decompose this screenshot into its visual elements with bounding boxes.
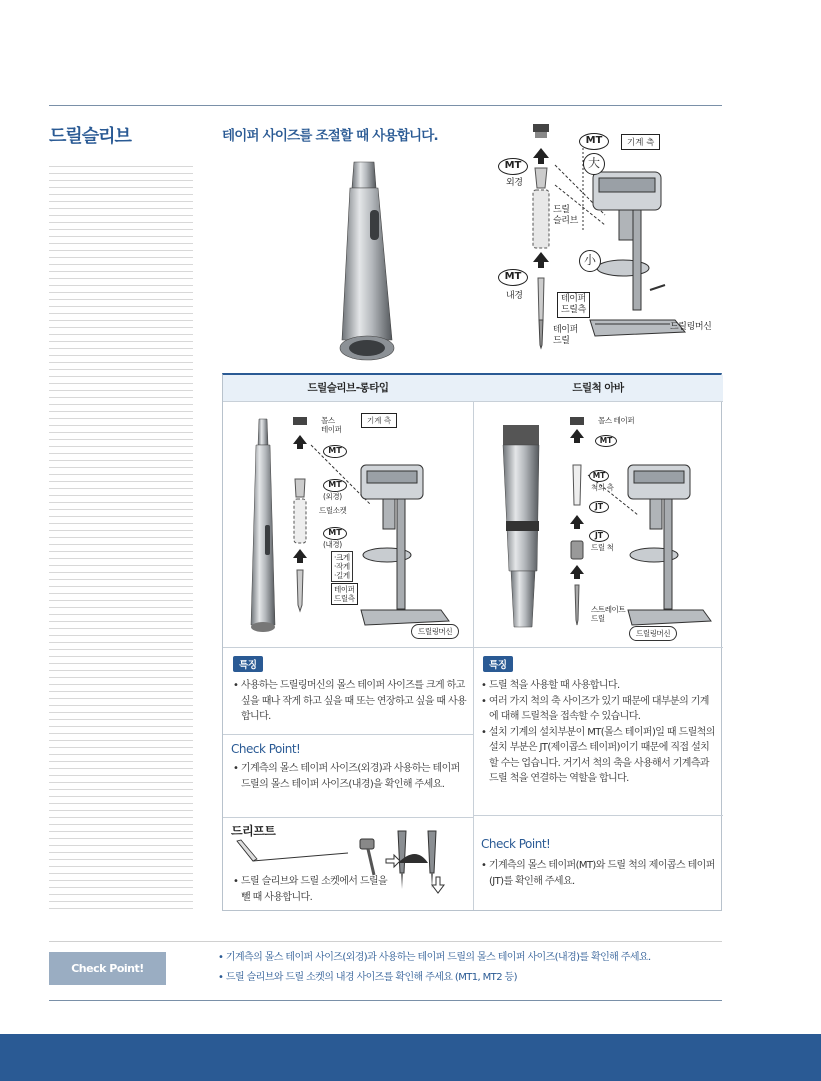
row-divider-1 (223, 647, 723, 648)
right-mt-oval-2: MT (589, 470, 609, 482)
left-checkpoint-title: Check Point! (231, 742, 301, 756)
col1-header: 드릴슬리브-롱타입 (223, 375, 473, 402)
top-diagram (495, 120, 720, 355)
right-mt-oval-1: MT (595, 435, 617, 447)
taper-drill-label: 테이퍼 드릴 (553, 325, 578, 346)
left-drill-press-diagram (291, 415, 471, 637)
right-jt-oval-1: JT (589, 501, 609, 513)
bottom-notes (218, 948, 651, 988)
footer-bar (0, 1034, 821, 1081)
left-drilling-machine-label: 드릴링머신 (411, 624, 459, 639)
mt-oval: MT (579, 133, 609, 150)
list-item: • 기계측의 몰스 테이퍼(MT)와 드릴 척의 제이콥스 테이퍼(JT)를 확인해 주세요. (479, 858, 715, 889)
left-mt-oval-3: MT (323, 527, 347, 540)
taper-shank-label: 테이퍼 드릴측 (557, 292, 590, 318)
bottom-divider (49, 1000, 722, 1001)
right-drill-press-diagram (568, 415, 718, 637)
col2-header: 드릴척 아바 (473, 375, 723, 402)
column-divider (473, 375, 474, 910)
arrow-up-icon (533, 148, 549, 164)
right-drill-chuck-label: 드릴 척 (591, 543, 614, 552)
left-feature-badge: 특징 (233, 656, 263, 672)
long-sleeve-image (243, 415, 283, 635)
right-drilling-machine-label: 드릴링머신 (629, 626, 677, 641)
chuck-arbor-image (495, 421, 551, 633)
drilling-machine-label: 드릴링머신 (670, 322, 712, 332)
machine-side-label: 기계 측 (621, 134, 660, 150)
checkpoint-button[interactable]: Check Point! (49, 952, 166, 985)
left-machine-side-label: 기계 측 (361, 413, 397, 428)
left-taper-shank-label: 테이퍼 드릴측 (331, 583, 358, 605)
sleeve-label: 드릴 슬리브 (553, 205, 578, 226)
left-mt-oval-1: MT (323, 445, 347, 458)
right-straight-drill-label: 스트레이트 드릴 (591, 605, 626, 623)
list-item: • 드릴 슬리브와 드릴 소켓의 내경 사이즈를 확인해 주세요 (MT1, MT2 등) (218, 968, 651, 988)
page-headline: 테이퍼 사이즈를 조절할 때 사용합니다. (222, 128, 438, 144)
left-morse-taper-label: 몰스 테이퍼 (321, 416, 342, 434)
list-item: • 여러 가지 척의 축 사이즈가 있기 때문에 대부분의 기계에 대해 드릴척을 접속할 수 있습니다. (479, 694, 715, 725)
sidebar-ruled-lines (49, 166, 193, 912)
list-item: • 설치 기계의 설치부분이 MT(몰스 테이퍼)일 때 드릴척의 설치 부분은 JT(제이콥스 테이퍼)이기 때문에 직접 설치할 수는 업습니다. 거기서 척의 축을 사용해서 기계측과 드릴 척을 연결하는 역할을 합니다. (479, 725, 715, 787)
left-mt-oval-2: MT (323, 479, 347, 492)
list-item: • 드릴 척을 사용할 때 사용합니다. (479, 678, 715, 694)
row-divider-left-3 (223, 817, 473, 818)
left-checkpoint-list (231, 761, 469, 792)
right-feature-list (479, 678, 715, 787)
drift-tool-icon (233, 837, 353, 867)
sidebar-title: 드릴슬리브 (49, 126, 131, 147)
left-outer-label: (외경) (323, 492, 342, 501)
mt-oval-inner: MT (498, 269, 528, 286)
small-mark: 小 (579, 250, 601, 272)
row-divider-left-2 (223, 734, 473, 735)
row-divider-right-2 (473, 815, 723, 816)
left-feature-list (231, 678, 467, 725)
right-feature-badge: 특징 (483, 656, 513, 672)
right-morse-taper-label: 몰스 테이퍼 (598, 416, 635, 425)
mt-oval-outer: MT (498, 158, 528, 175)
left-sizes-label: ·크게 ·작게 ·길게 (331, 551, 353, 582)
drill-sleeve-image (330, 158, 406, 363)
big-mark: 大 (583, 153, 605, 175)
drill-press-icon (495, 120, 720, 355)
drift-note-list (231, 874, 391, 905)
right-checkpoint-list (479, 858, 715, 889)
right-jt-oval-2: JT (589, 530, 609, 542)
inner-label: 내경 (506, 291, 523, 301)
comparison-table (222, 373, 722, 911)
right-checkpoint-title: Check Point! (481, 837, 551, 851)
list-item: • 기계측의 몰스 테이퍼 사이즈(외경)과 사용하는 테이퍼 드릴의 몰스 테이퍼 사이즈(내경)을 확인해 주세요. (231, 761, 469, 792)
list-item: • 드릴 슬리브와 드릴 소켓에서 드릴을 뺄 때 사용합니다. (231, 874, 391, 905)
top-divider (49, 105, 722, 106)
list-item: • 기계측의 몰스 테이퍼 사이즈(외경)과 사용하는 테이퍼 드릴의 몰스 테이퍼 사이즈(내경)를 확인해 주세요. (218, 948, 651, 968)
bottom-divider-top (49, 941, 722, 942)
right-chuck-side-label: 척의 측 (591, 483, 614, 492)
left-socket-label: 드릴소켓 (319, 506, 347, 515)
left-inner-label: (내경) (323, 540, 342, 549)
drift-title: 드리프트 (231, 824, 276, 838)
outer-label: 외경 (506, 178, 523, 188)
list-item: • 사용하는 드릴링머신의 몰스 테이퍼 사이즈를 크게 하고 싶을 때나 작게 하고 싶을 때 또는 연장하고 싶을 때 사용합니다. (231, 678, 467, 725)
